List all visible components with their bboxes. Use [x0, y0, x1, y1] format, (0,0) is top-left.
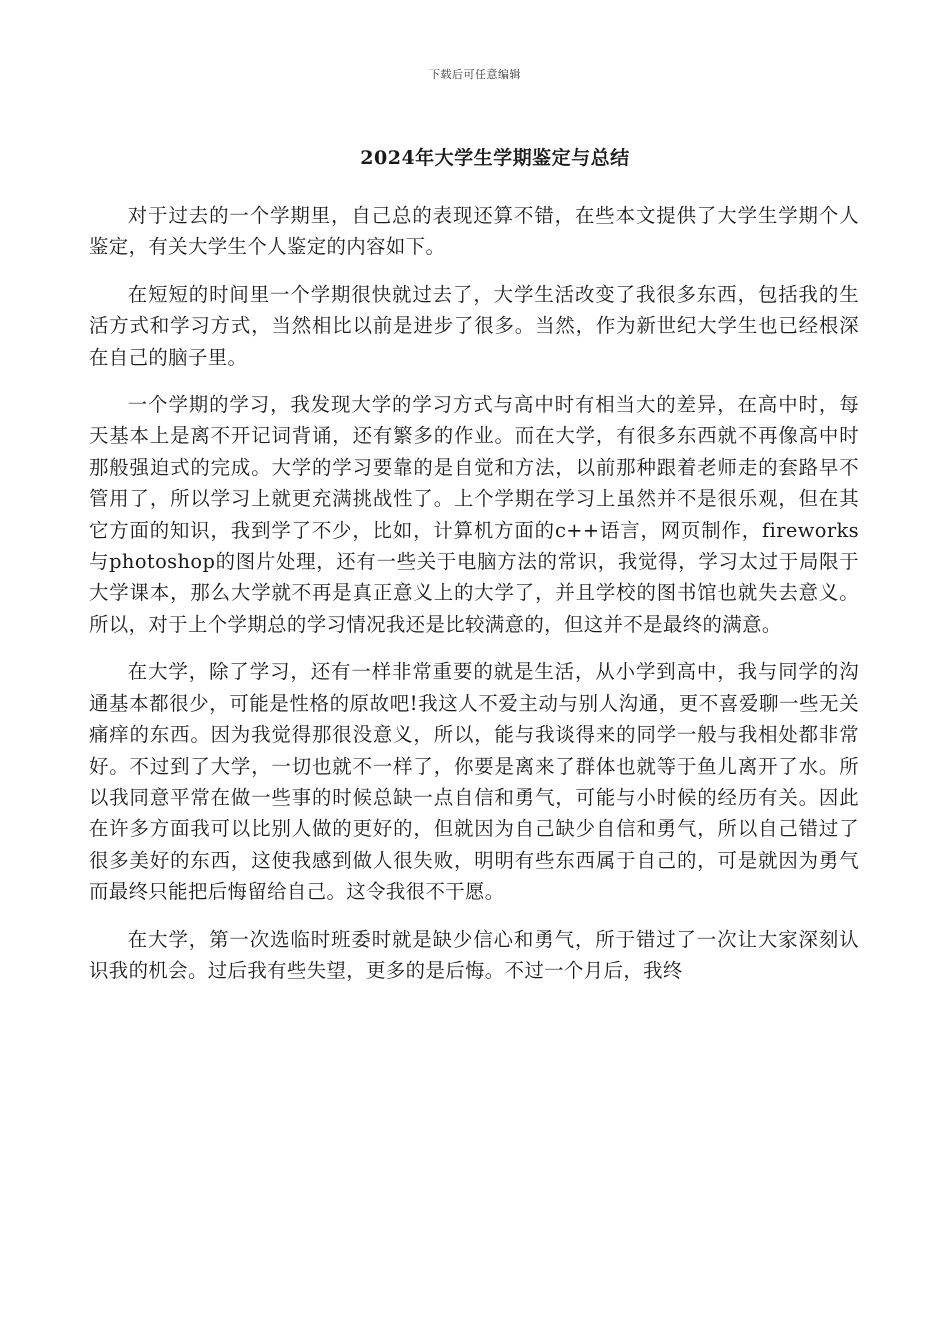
paragraph: 对于过去的一个学期里，自己总的表现还算不错，在些本文提供了大学生学期个人鉴定，有关大学生个人鉴定的内容如下。: [89, 204, 859, 259]
header-note: 下载后可任意编辑: [429, 68, 521, 81]
document-title: 2024年大学生学期鉴定与总结: [360, 147, 630, 169]
paragraph: 在大学，第一次选临时班委时就是缺少信心和勇气，所于错过了一次让大家深刻认识我的机会。过后我有些失望，更多的是后悔。不过一个月后，我终: [89, 927, 859, 982]
paragraph: 在短短的时间里一个学期很快就过去了，大学生活改变了我很多东西，包括我的生活方式和学习方式，当然相比以前是进步了很多。当然，作为新世纪大学生也已经根深在自己的脑子里。: [89, 282, 859, 369]
paragraph: 一个学期的学习，我发现大学的学习方式与高中时有相当大的差异，在高中时，每天基本上是离不开记词背诵，还有繁多的作业。而在大学，有很多东西就不再像高中时那般强迫式的完成。大学的学习要靠的是自觉和方法，以前那种跟着老师走的套路早不管用了，所以学习上就更充满挑战性了。上个学期在学习上虽然并不是很乐观，但在其它方面的知识，我到学了不少，比如，计算机方面的c++语言，网页制作，fireworks与photoshop的图片处理，还有一些关于电脑方法的常识，我觉得，学习太过于局限于大学课本，那么大学就不再是真正意义上的大学了，并且学校的图书馆也就失去意义。所以，对于上个学期总的学习情况我还是比较满意的，但这并不是最终的满意。: [89, 393, 859, 636]
paragraph: 在大学，除了学习，还有一样非常重要的就是生活，从小学到高中，我与同学的沟通基本都很少，可能是性格的原故吧!我这人不爱主动与别人沟通，更不喜爱聊一些无关痛痒的东西。因为我觉得那很没意义，所以，能与我谈得来的同学一般与我相处都非常好。不过到了大学，一切也就不一样了，你要是离来了群体也就等于鱼儿离开了水。所以我同意平常在做一些事的时候总缺一点自信和勇气，可能与小时候的经历有关。因此在许多方面我可以比别人做的更好的，但就因为自己缺少自信和勇气，所以自己错过了很多美好的东西，这使我感到做人很失败，明明有些东西属于自己的，可是就因为勇气而最终只能把后悔留给自己。这令我很不干愿。: [89, 660, 859, 904]
document-body: [89, 200, 859, 1002]
